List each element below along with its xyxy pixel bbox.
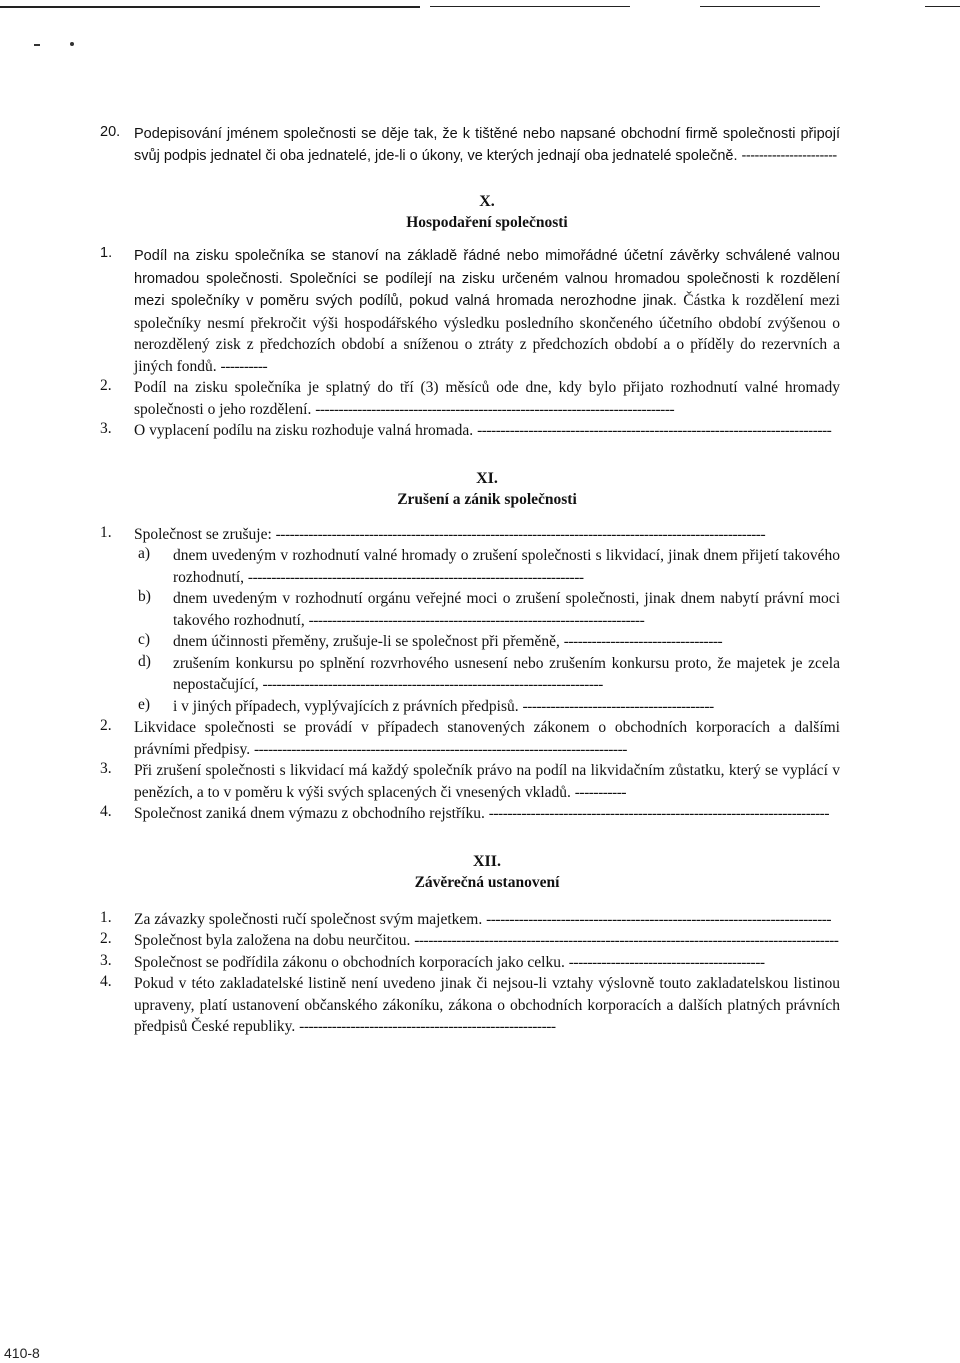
clause-number: 3. [100, 951, 112, 969]
clause-x-3 [100, 420, 840, 442]
clause-text: Podíl na zisku společníka se stanoví na základě řádné nebo mimořádné účetní závěrky schválené valnou hromadou společnosti. Společníci se podílejí na zisku určeném valnou hromadou společnosti k rozdělení mezi společníky v poměru svých podílů, pokud valná hromada nerozhodne jinak. Částka k rozdělení mezi společníky nesmí překročit výši hospodářského výsledku posledního skončeného účetního období zvýšenou o nerozdělený zisk z předchozích období a sníženou o ztráty z předchozích období a o příděly do rezervních a jiných fondů. ---------- [134, 248, 840, 375]
page-code: 410-8 [4, 1345, 40, 1361]
list-letter: c) [138, 631, 151, 648]
list-item: b) dnem uvedeným v rozhodnutí orgánu veřejné moci o zrušení společnosti, jinak dnem nabytí právní moci takového rozhodnutí, ------------------------------------------------------------------------ [138, 588, 840, 629]
dash-filler: ------------------------------------------------------------------------- [262, 676, 603, 693]
list-letter: a) [138, 545, 151, 562]
section-number: X. [479, 193, 495, 210]
clause-text: Společnost se zrušuje: --------------------------------------------------------------------------------------------------------- [134, 525, 766, 543]
dash-filler: ------------------------------------------------------------------------------------------- [414, 932, 839, 949]
dash-filler: ---------------------------------------------------------------------------- [477, 422, 832, 439]
dash-filler: ----------------------------------------------------------------------------- [315, 400, 675, 418]
clause-number: 1. [100, 523, 112, 541]
clause-x-1 [100, 245, 840, 377]
clause-number: 1. [100, 245, 113, 261]
scan-speck [70, 42, 74, 46]
clause-x-2 [100, 377, 840, 420]
dash-filler: ------------------------------------------------------------------------ [308, 611, 645, 629]
dash-filler: ---------------------- [741, 147, 837, 164]
section-title: Závěrečná ustanovení [414, 873, 560, 891]
clause-number: 4. [100, 973, 112, 990]
dash-filler: -------------------------------------------------------------------------- [486, 910, 832, 928]
clause-text: Za závazky společnosti ručí společnost svým majetkem. -------------------------------------------------------------------------- [134, 910, 832, 928]
dash-filler: ---------------------------------- [563, 633, 723, 650]
clause-text: Společnost se podřídila zákonu o obchodních korporacích jako celku. ------------------------------------------ [134, 953, 765, 971]
clause-number: 2. [100, 377, 112, 394]
list-letter: b) [138, 588, 151, 605]
clause-xi-1 [100, 524, 840, 546]
list-item: d) zrušením konkursu po splnění rozvrhového usnesení nebo zrušením konkursu proto, že majetek je zcela nepostačující, ------------------------------------------------------------------------- [138, 652, 840, 693]
clause-number: 1. [100, 908, 112, 926]
clause-text: Společnost byla založena na dobu neurčitou. ------------------------------------------------------------------------------------------- [134, 932, 839, 949]
clause-text: Při zrušení společnosti s likvidací má každý společník právo na podíl na likvidačním zůstatku, který se vyplácí v penězích, a to v poměru k výši svých splacených či vnesených vkladů. ----------- [134, 762, 840, 801]
list-letter: e) [138, 695, 151, 713]
clause-number: 3. [100, 420, 112, 437]
list-item: e) i v jiných případech, vyplývajících z právních předpisů. ----------------------------------------- [138, 695, 714, 715]
dash-filler: ------------------------------------------------------------------------ [247, 568, 584, 586]
scan-top-rule [0, 6, 960, 8]
clause-text: Pokud v této zakladatelské listině není uvedeno jinak či nejsou-li vztahy výslovně touto zakladatelskou listinou upraveny, platí ustanovení občanského zákoníku, zákona o obchodních korporacích a dalších platných právních předpisů České republiky. ------------------------------------------------------- [134, 975, 840, 1035]
clause-text: O vyplacení podílu na zisku rozhoduje valná hromada. ---------------------------------------------------------------------------- [134, 422, 832, 439]
clause-xii-4 [100, 973, 840, 1038]
clause-number: 20. [100, 124, 121, 140]
list-item: c) dnem účinnosti přeměny, zrušuje-li se společnost při přeměně, ---------------------------------- [138, 631, 723, 650]
scan-speck [34, 44, 40, 46]
section-number: XII. [472, 852, 501, 870]
list-letter: d) [138, 652, 151, 670]
clause-xi-2 [100, 717, 840, 760]
clause-20 [100, 124, 840, 167]
clause-number: 3. [100, 760, 112, 777]
section-heading-xi [134, 468, 840, 510]
section-heading-xii [134, 851, 840, 893]
clause-text: Podepisování jménem společnosti se děje tak, že k tištěné nebo napsané obchodní firmě společnosti připojí svůj podpis jednatel či oba jednatelé, jde-li o úkony, ve kterých jednají oba jednatelé společně. ---------------------- [134, 126, 840, 164]
clause-xii-1 [100, 909, 840, 931]
section-title: Zrušení a zánik společnosti [397, 490, 577, 508]
section-title: Hospodaření společnosti [406, 214, 568, 231]
clause-text: Podíl na zisku společníka je splatný do tří (3) měsíců ode dne, kdy bylo přijato rozhodnutí valné hromady společnosti o jeho rozdělení. ----------------------------------------------------------------------------- [134, 379, 840, 418]
clause-text: Likvidace společnosti se provádí v případech stanovených zákonem o obchodních korporacích a dalšími právními předpisy. -------------------------------------------------------------------------------- [134, 719, 840, 758]
dash-filler: ----------- [574, 783, 627, 801]
clause-text: Společnost zaniká dnem výmazu z obchodního rejstříku. ------------------------------------------------------------------------- [134, 805, 830, 822]
dash-filler: --------------------------------------------------------------------------------------------------------- [275, 525, 766, 543]
section-number: XI. [476, 469, 498, 487]
document-page [100, 124, 840, 1038]
dash-filler: ------------------------------------------ [568, 953, 765, 971]
clause-number: 4. [100, 803, 112, 820]
clause-xi-4 [100, 803, 840, 825]
clause-xii-2 [100, 930, 840, 952]
list-item: a) dnem uvedeným v rozhodnutí valné hromady o zrušení společnosti s likvidací, jinak dnem přijetí takového rozhodnutí, ------------------------------------------------------------------------ [138, 545, 840, 586]
dash-filler: -------------------------------------------------------------------------------- [253, 740, 627, 758]
clause-xi-3 [100, 760, 840, 803]
dash-filler: ------------------------------------------------------------------------- [488, 805, 830, 822]
dash-filler: ------------------------------------------------------- [299, 1018, 556, 1035]
dash-filler: ---------- [220, 357, 268, 375]
clause-number: 2. [100, 717, 112, 734]
clause-xii-3 [100, 952, 840, 974]
section-heading-x [134, 191, 840, 233]
dash-filler: ----------------------------------------- [522, 697, 714, 715]
clause-number: 2. [100, 930, 112, 947]
